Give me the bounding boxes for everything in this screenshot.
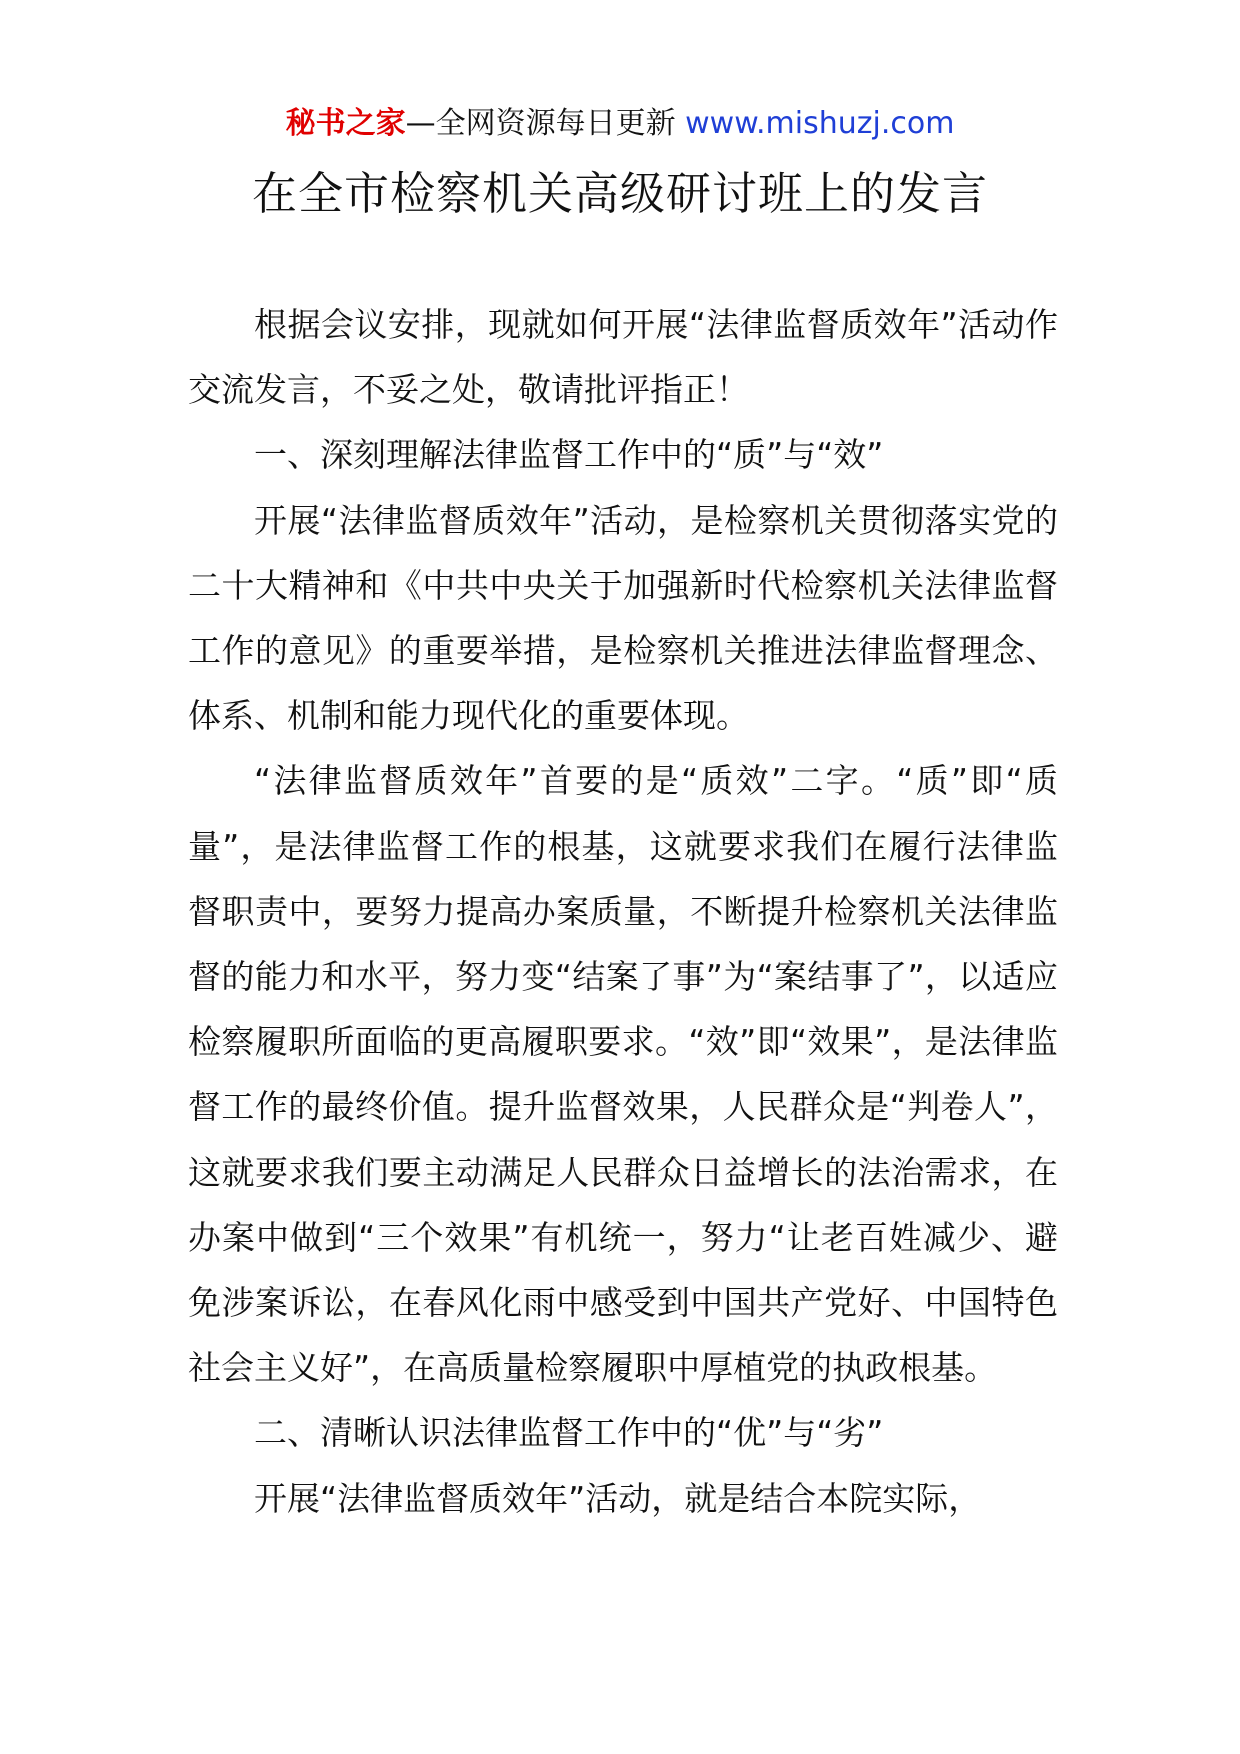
paragraph: 开展“法律监督质效年”活动，是检察机关贯彻落实党的二十大精神和《中共中央关于加强新时代检察机关法律监督工作的意见》的重要举措，是检察机关推进法律监督理念、体系、机制和能力现代化的重要体现。	[188, 500, 1058, 736]
paragraph: 根据会议安排，现就如何开展“法律监督质效年”活动作交流发言，不妥之处，敬请批评指正！	[188, 305, 1058, 410]
document-body	[188, 292, 1058, 1531]
header-slogan: —全网资源每日更新	[405, 106, 676, 141]
document-title: 在全市检察机关高级研讨班上的发言	[251, 167, 988, 220]
section-heading: 二、清晰认识法律监督工作中的“优”与“劣”	[254, 1413, 884, 1453]
brand-name: 秘书之家	[285, 106, 406, 141]
site-header	[0, 104, 1240, 144]
paragraph: “法律监督质效年”首要的是“质效”二字。“质”即“质量”，是法律监督工作的根基，这就要求我们在履行法律监督职责中，要努力提高办案质量，不断提升检察机关法律监督的能力和水平，努力变“结案了事”为“案结事了”，以适应检察履职所面临的更高履职要求。“效”即“效果”，是法律监督工作的最终价值。提升监督效果，人民群众是“判卷人”，这就要求我们要主动满足人民群众日益增长的法治需求，在办案中做到“三个效果”有机统一，努力“让老百姓减少、避免涉案诉讼，在春风化雨中感受到中国共产党好、中国特色社会主义好”，在高质量检察履职中厚植党的执政根基。	[188, 761, 1058, 1388]
section-heading: 一、深刻理解法律监督工作中的“质”与“效”	[254, 435, 884, 475]
paragraph: 开展“法律监督质效年”活动，就是结合本院实际，	[254, 1478, 982, 1518]
site-url: www.mishuzj.com	[685, 106, 955, 141]
